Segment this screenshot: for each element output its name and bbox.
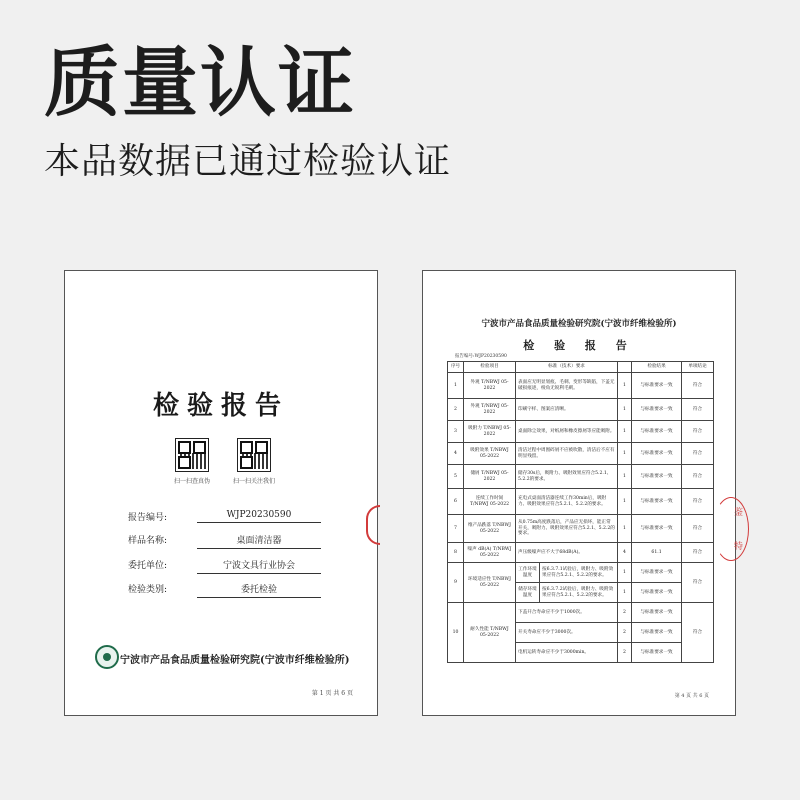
cell-count: 1 xyxy=(618,563,632,583)
table-row xyxy=(448,563,714,583)
cell-requirement: 按6.3.7.1试验后，吸附力、吸附效果应符合5.2.1、5.2.2的要求。 xyxy=(540,563,618,583)
report-number: 报告编号:WJP20230590 xyxy=(455,354,507,359)
cell-no: 5 xyxy=(448,465,464,489)
cell-count: 1 xyxy=(618,489,632,515)
header-item: 检验项目 xyxy=(464,362,516,373)
cell-count: 2 xyxy=(618,603,632,623)
cell-verdict: 符合 xyxy=(682,515,714,543)
cell-requirement: 印刷字样、图案应清晰。 xyxy=(516,399,618,421)
cell-item: 吸附效果 T/NBWJ 05-2022 xyxy=(464,443,516,465)
field-value-sample-name: 桌面清洁器 xyxy=(197,533,321,549)
qr-caption-follow: 扫一扫关注我们 xyxy=(232,478,275,485)
table-row xyxy=(448,421,714,443)
cell-result: 61.1 xyxy=(632,543,682,563)
cell-requirement: 表面应无明显划痕、毛刺、变形等缺陷，下盖无破损痕迹，棱角无锐利毛刺。 xyxy=(516,373,618,399)
hero-subtitle: 本品数据已通过检验认证 xyxy=(44,141,452,182)
cell-item: 环境适应性 T/NBWJ 05-2022 xyxy=(464,563,516,603)
cell-count: 1 xyxy=(618,443,632,465)
cell-result: 与标准要求一致 xyxy=(632,489,682,515)
field-label-inspection-type: 检验类别: xyxy=(128,585,168,595)
cell-result: 与标准要求一致 xyxy=(632,515,682,543)
qr-code-verify-icon xyxy=(175,438,209,472)
cell-requirement: 从0.75m高度跌落后，产品应无损坏，能正常开关，吸附力、吸附效果应符合5.2.1、5.2.2的要求。 xyxy=(516,515,618,543)
cell-count: 1 xyxy=(618,465,632,489)
cell-result: 与标准要求一致 xyxy=(632,465,682,489)
cell-count: 4 xyxy=(618,543,632,563)
report-institute-name: 宁波市产品食品质量检验研究院(宁波市纤维检验所) xyxy=(481,319,677,329)
cell-requirement: 清洁过程中周围碎屑不应被吹散，清洁后不应有明显残留。 xyxy=(516,443,618,465)
cell-result: 与标准要求一致 xyxy=(632,583,682,603)
cell-verdict: 符合 xyxy=(682,373,714,399)
institute-logo-icon xyxy=(95,645,119,669)
cell-no: 6 xyxy=(448,489,464,515)
cell-count: 1 xyxy=(618,399,632,421)
cell-result: 与标准要求一致 xyxy=(632,399,682,421)
cell-requirement: 按6.3.7.2试验后，吸附力、吸附效果应符合5.2.1、5.2.2的要求。 xyxy=(540,583,618,603)
cell-count: 1 xyxy=(618,515,632,543)
cell-verdict: 符合 xyxy=(682,443,714,465)
cell-no: 4 xyxy=(448,443,464,465)
cell-result: 与标准要求一致 xyxy=(632,421,682,443)
cell-count: 2 xyxy=(618,643,632,663)
table-row xyxy=(448,443,714,465)
cell-no: 9 xyxy=(448,563,464,603)
cell-requirement: 声压级噪声应不大于68dB(A)。 xyxy=(516,543,618,563)
header-no: 序号 xyxy=(448,362,464,373)
table-row xyxy=(448,465,714,489)
header-requirement: 标准（技术）要求 xyxy=(516,362,618,373)
cell-item: 吸附力 T/NBWJ 05-2022 xyxy=(464,421,516,443)
field-label-client: 委托单位: xyxy=(128,561,168,571)
cell-result: 与标准要求一致 xyxy=(632,373,682,399)
seal-char-1: 鉴 xyxy=(733,508,743,518)
results-table xyxy=(447,361,714,663)
field-value-client: 宁波文具行业协会 xyxy=(197,558,321,574)
cell-verdict: 符合 xyxy=(682,489,714,515)
cell-result: 与标准要求一致 xyxy=(632,563,682,583)
cover-title: 检验报告 xyxy=(152,391,289,421)
cell-requirement: 充电式桌面清洁器连续工作30min后，吸附力、吸附效果应符合5.2.1、5.2.2的要求。 xyxy=(516,489,618,515)
header-verdict: 单项结论 xyxy=(682,362,714,373)
report-page-number: 第 4 页 共 6 页 xyxy=(674,693,709,699)
table-row xyxy=(448,603,714,623)
cell-verdict: 符合 xyxy=(682,465,714,489)
table-row xyxy=(448,515,714,543)
cell-verdict: 符合 xyxy=(682,399,714,421)
cell-no: 8 xyxy=(448,543,464,563)
field-label-report-no: 报告编号: xyxy=(128,513,168,523)
cell-result: 与标准要求一致 xyxy=(632,623,682,643)
cell-requirement: 电机运转寿命应不少于3000min。 xyxy=(516,643,618,663)
report-title: 检 验 报 告 xyxy=(523,339,635,352)
report-results-page xyxy=(422,270,743,716)
cell-requirement: 储存30s后，吸附力、吸附效果应符合5.2.1、5.2.2的要求。 xyxy=(516,465,618,489)
cell-requirement: 开关寿命应不少于3000次。 xyxy=(516,623,618,643)
cover-page-number: 第 1 页 共 6 页 xyxy=(311,690,353,697)
red-seal-icon xyxy=(713,497,749,561)
table-row xyxy=(448,399,714,421)
cell-item: 外观 T/NBWJ 05-2022 xyxy=(464,399,516,421)
cell-no: 1 xyxy=(448,373,464,399)
table-row xyxy=(448,543,714,563)
cell-count: 1 xyxy=(618,421,632,443)
cell-item: 储屑 T/NBWJ 05-2022 xyxy=(464,465,516,489)
cell-count: 1 xyxy=(618,373,632,399)
cell-condition: 储存环境温度 xyxy=(516,583,540,603)
cell-verdict: 符合 xyxy=(682,603,714,663)
table-header-row xyxy=(448,362,714,373)
cell-item: 连续工作时间 T/NBWJ 05-2022 xyxy=(464,489,516,515)
cover-institute-name: 宁波市产品食品质量检验研究院(宁波市纤维检验所) xyxy=(120,655,350,666)
red-seal-fragment-icon xyxy=(366,505,380,545)
table-row xyxy=(448,373,714,399)
field-value-inspection-type: 委托检验 xyxy=(197,582,321,598)
header-count xyxy=(618,362,632,373)
field-value-report-no: WJP20230590 xyxy=(197,510,321,523)
cell-no: 10 xyxy=(448,603,464,663)
field-label-sample-name: 样品名称: xyxy=(128,536,168,546)
cell-item: 耐久性能 T/NBWJ 05-2022 xyxy=(464,603,516,663)
hero-title: 质量认证 xyxy=(44,38,356,127)
cell-no: 7 xyxy=(448,515,464,543)
cell-no: 2 xyxy=(448,399,464,421)
cell-count: 1 xyxy=(618,583,632,603)
seal-char-2: 特 xyxy=(733,542,743,552)
cell-item: 外观 T/NBWJ 05-2022 xyxy=(464,373,516,399)
cell-no: 3 xyxy=(448,421,464,443)
header-result: 检验结果 xyxy=(632,362,682,373)
qr-code-follow-icon xyxy=(237,438,271,472)
cell-condition: 工作环境温度 xyxy=(516,563,540,583)
qr-caption-verify: 扫一扫查真伪 xyxy=(173,478,210,485)
table-row xyxy=(448,489,714,515)
cell-requirement: 下盖开合寿命应不少于1000次。 xyxy=(516,603,618,623)
cell-result: 与标准要求一致 xyxy=(632,443,682,465)
cell-verdict: 符合 xyxy=(682,421,714,443)
cell-item: 维产品跌落 T/NBWJ 05-2022 xyxy=(464,515,516,543)
report-cover-page xyxy=(64,270,378,716)
cell-result: 与标准要求一致 xyxy=(632,603,682,623)
cell-item: 噪声 dB(A) T/NBWJ 05-2022 xyxy=(464,543,516,563)
cell-requirement: 桌面除尘效果，对纸屑和橡皮擦屑等应能吸附。 xyxy=(516,421,618,443)
cell-verdict: 符合 xyxy=(682,543,714,563)
cell-result: 与标准要求一致 xyxy=(632,643,682,663)
cell-count: 2 xyxy=(618,623,632,643)
cell-verdict: 符合 xyxy=(682,563,714,603)
